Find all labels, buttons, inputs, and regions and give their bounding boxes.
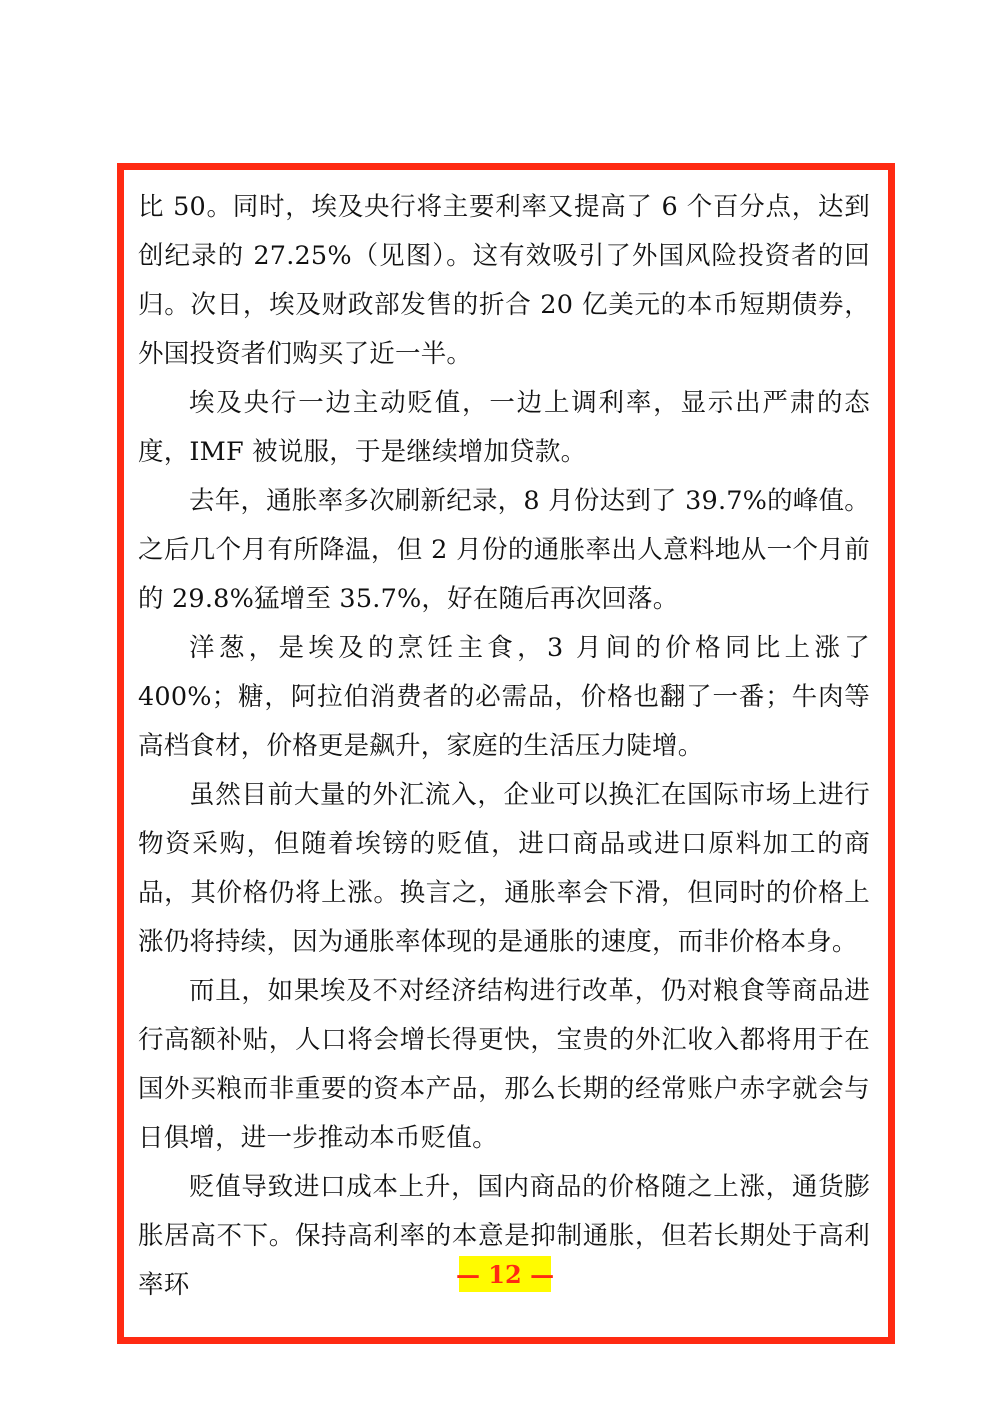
paragraph-3: 去年，通胀率多次刷新纪录，8 月份达到了 39.7%的峰值。之后几个月有所降温，但 2 月份的通胀率出人意料地从一个月前的 29.8%猛增至 35.7%，好在随后再次回落。 [138, 486, 870, 614]
paragraph-7: 贬值导致进口成本上升，国内商品的价格随之上涨，通货膨胀居高不下。保持高利率的本意是抑制通胀，但若长期处于高利率环 [138, 1172, 870, 1300]
paragraph-4: 洋葱，是埃及的烹饪主食，3 月间的价格同比上涨了 400%；糖，阿拉伯消费者的必需品，价格也翻了一番；牛肉等高档食材，价格更是飙升，家庭的生活压力陡增。 [138, 633, 870, 761]
paragraph-2: 埃及央行一边主动贬值，一边上调利率，显示出严肃的态度，IMF 被说服，于是继续增加贷款。 [138, 388, 870, 467]
paragraph-6: 而且，如果埃及不对经济结构进行改革，仍对粮食等商品进行高额补贴，人口将会增长得更快，宝贵的外汇收入都将用于在国外买粮而非重要的资本产品，那么长期的经常账户赤字就会与日俱增，进一步推动本币贬值。 [138, 976, 870, 1153]
page-frame [117, 163, 895, 1344]
paragraph-5: 虽然目前大量的外汇流入，企业可以换汇在国际市场上进行物资采购，但随着埃镑的贬值，进口商品或进口原料加工的商品，其价格仍将上涨。换言之，通胀率会下滑，但同时的价格上涨仍将持续，因为通胀率体现的是通胀的速度，而非价格本身。 [138, 780, 870, 957]
paragraph-1: 比 50。同时，埃及央行将主要利率又提高了 6 个百分点，达到创纪录的 27.25%（见图）。这有效吸引了外国风险投资者的回归。次日，埃及财政部发售的折合 20 亿美元的本币短期债券，外国投资者们购买了近一半。 [138, 192, 870, 369]
document-body [138, 183, 870, 1310]
page-number: — 12 — [459, 1256, 551, 1292]
